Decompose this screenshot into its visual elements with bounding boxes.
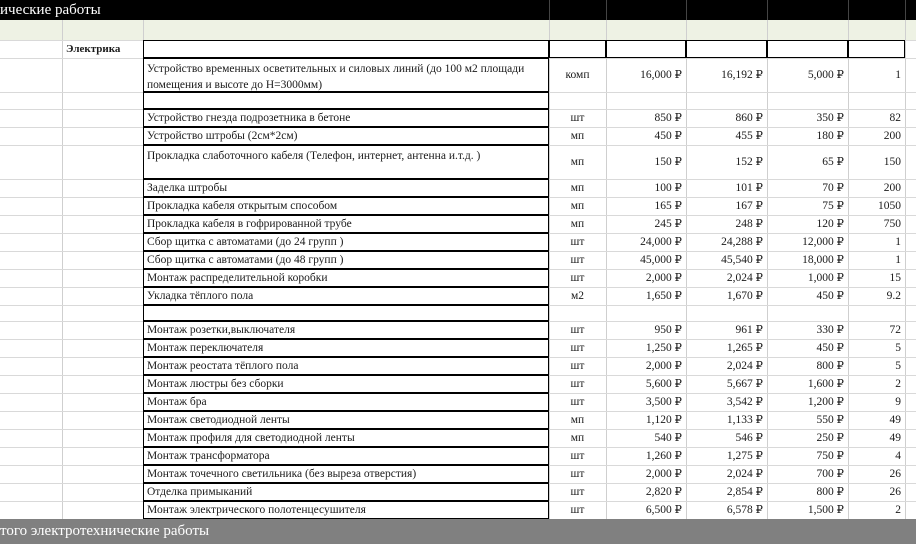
row-description[interactable]: Укладка тёплого пола — [143, 287, 549, 305]
row-quantity[interactable]: 1 — [895, 253, 901, 266]
row-price-p2[interactable]: 152 ₽ — [735, 155, 763, 168]
row-quantity[interactable]: 1 — [895, 235, 901, 248]
row-price-p1[interactable]: 1,120 ₽ — [645, 413, 682, 426]
header-cell-unit[interactable] — [549, 40, 606, 58]
row-price-p2[interactable]: 45,540 ₽ — [721, 253, 763, 266]
row-quantity[interactable]: 82 — [889, 111, 901, 124]
row-quantity[interactable]: 9.2 — [886, 289, 901, 302]
row-quantity[interactable]: 1050 — [878, 199, 901, 212]
row-price-p2[interactable]: 455 ₽ — [735, 129, 763, 142]
row-unit[interactable]: шт — [570, 323, 585, 336]
row-unit[interactable] — [549, 305, 606, 321]
row-price-p2[interactable]: 961 ₽ — [735, 323, 763, 336]
row-price-p2[interactable]: 1,275 ₽ — [726, 449, 763, 462]
row-quantity[interactable]: 200 — [883, 181, 901, 194]
row-quantity[interactable]: 72 — [889, 323, 901, 336]
row-price-p3[interactable]: 5,000 ₽ — [807, 68, 844, 81]
row-unit[interactable]: мп — [570, 199, 585, 212]
row-price-p3[interactable]: 350 ₽ — [816, 111, 844, 124]
row-price-p2[interactable]: 1,670 ₽ — [726, 289, 763, 302]
row-price-p1[interactable]: 2,000 ₽ — [645, 467, 682, 480]
row-price-p3[interactable]: 250 ₽ — [816, 431, 844, 444]
row-price-p1[interactable]: 45,000 ₽ — [640, 253, 682, 266]
row-description[interactable]: Устройство временных осветительных и силовых линий (до 100 м2 площади помещения и высоте до Н=3000мм) — [143, 58, 549, 92]
row-description[interactable]: Монтаж трансформатора — [143, 447, 549, 465]
row-description[interactable]: Монтаж распределительной коробки — [143, 269, 549, 287]
header-cell-p1[interactable] — [606, 40, 686, 58]
row-price-p3[interactable]: 1,600 ₽ — [807, 377, 844, 390]
row-unit[interactable]: мп — [570, 413, 585, 426]
row-quantity[interactable]: 49 — [889, 431, 901, 444]
row-price-p2[interactable]: 167 ₽ — [735, 199, 763, 212]
row-price-p2[interactable]: 1,265 ₽ — [726, 341, 763, 354]
row-unit[interactable]: мп — [570, 217, 585, 230]
row-quantity[interactable]: 200 — [883, 129, 901, 142]
row-price-p1[interactable]: 540 ₽ — [654, 431, 682, 444]
row-price-p3[interactable]: 1,000 ₽ — [807, 271, 844, 284]
title-band — [0, 0, 916, 20]
title-divider — [767, 0, 768, 20]
row-unit[interactable]: шт — [570, 253, 585, 266]
row-price-p2[interactable] — [686, 92, 767, 109]
row-quantity[interactable]: 26 — [889, 485, 901, 498]
row-description[interactable] — [143, 305, 549, 321]
row-description[interactable]: Монтаж светодиодной ленты — [143, 411, 549, 429]
row-price-p2[interactable]: 16,192 ₽ — [721, 68, 763, 81]
row-price-p2[interactable]: 6,578 ₽ — [726, 503, 763, 516]
row-quantity[interactable]: 5 — [895, 359, 901, 372]
row-description[interactable]: Прокладка слаботочного кабеля (Телефон, интернет, антенна и.т.д. ) — [143, 145, 549, 179]
row-description[interactable]: Устройство штробы (2см*2см) — [143, 127, 549, 145]
row-price-p3[interactable]: 800 ₽ — [816, 485, 844, 498]
header-cell-qty[interactable] — [848, 40, 905, 58]
header-cell-desc[interactable] — [143, 40, 549, 58]
row-unit[interactable]: шт — [570, 271, 585, 284]
row-unit[interactable]: шт — [570, 449, 585, 462]
row-price-p1[interactable]: 1,260 ₽ — [645, 449, 682, 462]
row-price-p2[interactable]: 3,542 ₽ — [726, 395, 763, 408]
row-price-p2[interactable]: 2,854 ₽ — [726, 485, 763, 498]
title-divider — [606, 0, 607, 20]
row-unit[interactable]: мп — [570, 181, 585, 194]
row-price-p3[interactable]: 1,200 ₽ — [807, 395, 844, 408]
row-price-p3[interactable]: 75 ₽ — [822, 199, 844, 212]
row-price-p3[interactable]: 330 ₽ — [816, 323, 844, 336]
row-description[interactable]: Сбор щитка с автоматами (до 24 групп ) — [143, 233, 549, 251]
row-description[interactable]: Сбор щитка с автоматами (до 48 групп ) — [143, 251, 549, 269]
row-price-p3[interactable]: 450 ₽ — [816, 341, 844, 354]
row-price-p2[interactable] — [686, 305, 767, 321]
row-price-p3[interactable]: 550 ₽ — [816, 413, 844, 426]
row-description[interactable]: Устройство гнезда подрозетника в бетоне — [143, 109, 549, 127]
row-price-p2[interactable]: 248 ₽ — [735, 217, 763, 230]
row-unit[interactable]: мп — [570, 129, 585, 142]
row-unit[interactable]: комп — [565, 68, 590, 81]
row-price-p2[interactable]: 101 ₽ — [735, 181, 763, 194]
row-description[interactable]: Монтаж электрического полотенцесушителя — [143, 501, 549, 519]
row-quantity[interactable] — [848, 92, 905, 109]
row-unit[interactable]: шт — [570, 467, 585, 480]
row-quantity[interactable]: 150 — [883, 155, 901, 168]
row-price-p3[interactable]: 750 ₽ — [816, 449, 844, 462]
row-quantity[interactable] — [848, 305, 905, 321]
row-price-p1[interactable]: 850 ₽ — [654, 111, 682, 124]
row-quantity[interactable]: 9 — [895, 395, 901, 408]
row-description[interactable]: Монтаж розетки,выключателя — [143, 321, 549, 339]
row-unit[interactable]: шт — [570, 503, 585, 516]
row-description[interactable] — [143, 92, 549, 109]
row-description[interactable]: Прокладка кабеля в гофрированной трубе — [143, 215, 549, 233]
row-price-p2[interactable]: 5,667 ₽ — [726, 377, 763, 390]
row-description[interactable]: Монтаж реостата тёплого пола — [143, 357, 549, 375]
row-price-p1[interactable]: 450 ₽ — [654, 129, 682, 142]
row-price-p1[interactable]: 6,500 ₽ — [645, 503, 682, 516]
header-cell-p3[interactable] — [767, 40, 848, 58]
title-divider — [549, 0, 550, 20]
category-label[interactable]: Электрика — [66, 42, 121, 55]
row-quantity[interactable]: 2 — [895, 503, 901, 516]
row-price-p1[interactable]: 24,000 ₽ — [640, 235, 682, 248]
row-unit[interactable]: шт — [570, 341, 585, 354]
row-price-p2[interactable]: 2,024 ₽ — [726, 271, 763, 284]
row-unit[interactable]: шт — [570, 359, 585, 372]
row-quantity[interactable]: 750 — [883, 217, 901, 230]
row-unit[interactable]: шт — [570, 485, 585, 498]
row-price-p2[interactable]: 860 ₽ — [735, 111, 763, 124]
footer-total-label: того электротехнические работы — [0, 523, 210, 539]
row-quantity[interactable]: 49 — [889, 413, 901, 426]
row-price-p1[interactable]: 165 ₽ — [654, 199, 682, 212]
row-quantity[interactable]: 26 — [889, 467, 901, 480]
row-price-p3[interactable]: 12,000 ₽ — [802, 235, 844, 248]
row-description[interactable]: Монтаж профиля для светодиодной ленты — [143, 429, 549, 447]
row-unit[interactable] — [549, 92, 606, 109]
row-price-p1[interactable]: 2,820 ₽ — [645, 485, 682, 498]
row-price-p3[interactable] — [767, 92, 848, 109]
row-unit[interactable]: шт — [570, 111, 585, 124]
row-unit[interactable]: мп — [570, 431, 585, 444]
row-unit[interactable]: шт — [570, 377, 585, 390]
row-price-p3[interactable]: 800 ₽ — [816, 359, 844, 372]
row-quantity[interactable]: 1 — [895, 68, 901, 81]
row-price-p3[interactable]: 120 ₽ — [816, 217, 844, 230]
row-price-p3[interactable]: 700 ₽ — [816, 467, 844, 480]
row-unit[interactable]: м2 — [570, 289, 585, 302]
row-quantity[interactable]: 15 — [889, 271, 901, 284]
row-price-p1[interactable]: 2,000 ₽ — [645, 359, 682, 372]
row-description[interactable]: Монтаж точечного светильника (без выреза отверстия) — [143, 465, 549, 483]
row-description[interactable]: Заделка штробы — [143, 179, 549, 197]
row-price-p3[interactable]: 18,000 ₽ — [802, 253, 844, 266]
row-price-p1[interactable]: 16,000 ₽ — [640, 68, 682, 81]
row-price-p1[interactable] — [606, 305, 686, 321]
subheader-band — [0, 20, 916, 40]
header-cell-p2[interactable] — [686, 40, 767, 58]
row-price-p1[interactable]: 1,250 ₽ — [645, 341, 682, 354]
row-unit[interactable]: шт — [570, 395, 585, 408]
row-unit[interactable]: шт — [570, 235, 585, 248]
row-price-p3[interactable]: 450 ₽ — [816, 289, 844, 302]
row-description[interactable]: Отделка примыканий — [143, 483, 549, 501]
row-quantity[interactable]: 2 — [895, 377, 901, 390]
row-description[interactable]: Монтаж переключателя — [143, 339, 549, 357]
row-price-p1[interactable]: 5,600 ₽ — [645, 377, 682, 390]
row-price-p3[interactable]: 180 ₽ — [816, 129, 844, 142]
row-price-p3[interactable] — [767, 305, 848, 321]
section-title: ические работы — [0, 2, 101, 18]
row-price-p2[interactable]: 546 ₽ — [735, 431, 763, 444]
row-price-p3[interactable]: 70 ₽ — [822, 181, 844, 194]
row-quantity[interactable]: 4 — [895, 449, 901, 462]
row-price-p1[interactable]: 3,500 ₽ — [645, 395, 682, 408]
title-divider — [905, 0, 906, 20]
row-price-p1[interactable]: 1,650 ₽ — [645, 289, 682, 302]
row-price-p2[interactable]: 2,024 ₽ — [726, 359, 763, 372]
row-quantity[interactable]: 5 — [895, 341, 901, 354]
row-description[interactable]: Монтаж бра — [143, 393, 549, 411]
row-price-p2[interactable]: 2,024 ₽ — [726, 467, 763, 480]
row-price-p1[interactable]: 950 ₽ — [654, 323, 682, 336]
row-price-p1[interactable] — [606, 92, 686, 109]
row-price-p1[interactable]: 100 ₽ — [654, 181, 682, 194]
row-price-p1[interactable]: 2,000 ₽ — [645, 271, 682, 284]
title-divider — [848, 0, 849, 20]
row-unit[interactable]: мп — [570, 155, 585, 168]
row-price-p2[interactable]: 24,288 ₽ — [721, 235, 763, 248]
row-description[interactable]: Монтаж люстры без сборки — [143, 375, 549, 393]
title-divider — [686, 0, 687, 20]
row-price-p3[interactable]: 1,500 ₽ — [807, 503, 844, 516]
row-price-p3[interactable]: 65 ₽ — [822, 155, 844, 168]
row-price-p2[interactable]: 1,133 ₽ — [726, 413, 763, 426]
row-price-p1[interactable]: 150 ₽ — [654, 155, 682, 168]
row-price-p1[interactable]: 245 ₽ — [654, 217, 682, 230]
row-description[interactable]: Прокладка кабеля открытым способом — [143, 197, 549, 215]
